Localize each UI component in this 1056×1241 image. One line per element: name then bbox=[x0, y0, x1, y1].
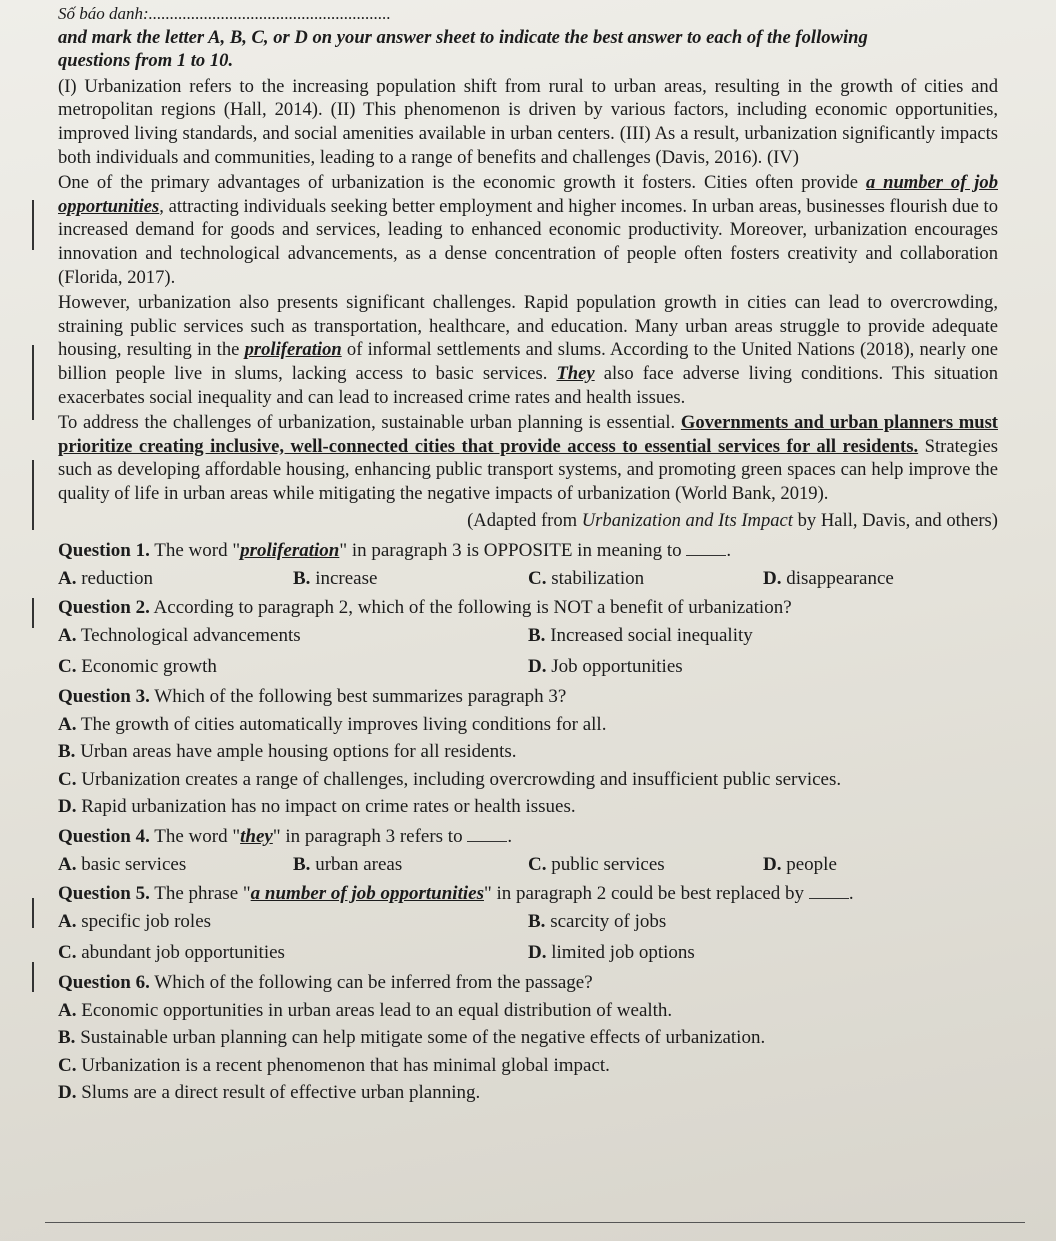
margin-bar bbox=[32, 460, 34, 530]
q1-option-c[interactable]: C. stabilization bbox=[528, 567, 645, 589]
q4-keyword: they bbox=[240, 826, 273, 847]
exam-sheet bbox=[58, 2, 998, 1109]
q3-option-a[interactable]: A. The growth of cities automatically improves living conditions for all. bbox=[58, 713, 607, 735]
q4-option-d[interactable]: D. people bbox=[763, 853, 837, 875]
question-4: Question 4. The word "they" in paragraph 3 refers to . bbox=[58, 826, 513, 847]
question-2: Question 2. According to paragraph 2, which of the following is NOT a benefit of urbanization? bbox=[58, 597, 792, 619]
p2-underlined-phrase: a number of job opportunities bbox=[58, 172, 999, 217]
question-6: Question 6. Which of the following can be inferred from the passage? bbox=[58, 971, 593, 993]
p4-text: To address the challenges of urbanization, sustainable urban planning is essential. bbox=[58, 412, 681, 434]
instruction bbox=[58, 26, 998, 73]
q2-option-a[interactable]: A. Technological advancements bbox=[58, 624, 301, 646]
answer-blank bbox=[686, 555, 726, 556]
question-1: Question 1. The word "proliferation" in paragraph 3 is OPPOSITE in meaning to . bbox=[58, 540, 732, 562]
p3-text-after: also face adverse living conditions. This situation exacerbates social inequality and can lead to increased crime rates and health issues. bbox=[58, 362, 998, 408]
q3-option-c[interactable]: C. Urbanization creates a range of challenges, including overcrowding and insufficient public services. bbox=[58, 768, 842, 790]
source-citation: (Adapted from Urbanization and Its Impact by Hall, Davis, and others) bbox=[467, 510, 998, 532]
q5-option-a[interactable]: A. specific job roles bbox=[58, 910, 212, 932]
q1-option-a[interactable]: A. reduction bbox=[58, 567, 153, 589]
question-5-options bbox=[58, 910, 998, 965]
margin-bar bbox=[32, 962, 34, 992]
q3-option-d[interactable]: D. Rapid urbanization has no impact on crime rates or health issues. bbox=[58, 796, 576, 818]
p3-word-proliferation: proliferation bbox=[244, 339, 342, 361]
q5-option-d[interactable]: D. limited job options bbox=[528, 942, 695, 964]
q6-option-b[interactable]: B. Sustainable urban planning can help mitigate some of the negative effects of urbanization. bbox=[58, 1027, 766, 1049]
p3-word-they: They bbox=[556, 362, 595, 384]
q3-option-b[interactable]: B. Urban areas have ample housing options for all residents. bbox=[58, 741, 517, 763]
question-3: Question 3. Which of the following best summarizes paragraph 3? bbox=[58, 686, 567, 708]
question-4-options bbox=[58, 853, 998, 877]
q1-keyword: proliferation bbox=[240, 540, 340, 562]
q4-option-a[interactable]: A. basic services bbox=[58, 853, 187, 875]
question-5: Question 5. The phrase "a number of job opportunities" in paragraph 2 could be best replaced by . bbox=[58, 883, 854, 905]
p4-text-after: Strategies such as developing affordable housing, enhancing public transport systems, and promoting green spaces can help improve the quality of life in urban areas while mitigating the negative impacts of urbanization (World Bank, 2019). bbox=[58, 435, 998, 504]
q5-option-b[interactable]: B. scarcity of jobs bbox=[528, 910, 667, 932]
q2-option-b[interactable]: B. Increased social inequality bbox=[528, 624, 753, 646]
q5-option-c[interactable]: C. abundant job opportunities bbox=[58, 942, 285, 964]
margin-bar bbox=[32, 345, 34, 420]
paragraph-4 bbox=[58, 411, 998, 505]
q5-keyword: a number of job opportunities bbox=[250, 883, 484, 905]
paragraph-3 bbox=[58, 291, 998, 409]
p2-text-after: , attracting individuals seeking better employment and higher incomes. In urban areas, businesses flourish due to increased demand for goods and services, leading to enhanced economic productivity. Moreover, urbanization encourages innovation and technological advancements, as a dense concentration of people often fosters creativity and collaboration (Florida, 2017). bbox=[58, 195, 998, 288]
instruction-line2: questions from 1 to 10. bbox=[58, 50, 234, 72]
bottom-rule bbox=[45, 1222, 1025, 1223]
p3-text-mid: of informal settlements and slums. According to the United Nations (2018), nearly one billion people live in slums, lacking access to basic services. bbox=[58, 339, 998, 384]
q4-option-b[interactable]: B. urban areas bbox=[293, 853, 403, 875]
q4-option-c[interactable]: C. public services bbox=[528, 853, 665, 875]
margin-bar bbox=[32, 898, 34, 928]
q2-option-c[interactable]: C. Economic growth bbox=[58, 656, 217, 678]
instruction-line1: and mark the letter A, B, C, or D on your answer sheet to indicate the best answer to each of the following bbox=[58, 26, 868, 48]
paragraph-1: (I) Urbanization refers to the increasing population shift from rural to urban areas, resulting in the growth of cities and metropolitan regions (Hall, 2014). (II) This phenomenon is driven by various factors, including economic opportunities, improved living standards, and social amenities available in urban centers. (III) As a result, urbanization significantly impacts both individuals and communities, leading to a range of benefits and challenges (Davis, 2016). (IV) bbox=[58, 75, 998, 168]
q2-option-d[interactable]: D. Job opportunities bbox=[528, 656, 683, 678]
q6-option-d[interactable]: D. Slums are a direct result of effective urban planning. bbox=[58, 1082, 481, 1104]
answer-blank bbox=[809, 898, 849, 899]
p3-text: However, urbanization also presents significant challenges. Rapid population growth in cities can lead to overcrowding, straining public services such as transportation, healthcare, and education. Many urban areas struggle to provide adequate housing, resulting in the bbox=[58, 292, 998, 361]
paragraph-2 bbox=[58, 171, 998, 289]
candidate-number-line: Số báo danh:......................................................... bbox=[58, 4, 391, 23]
q1-option-d[interactable]: D. disappearance bbox=[763, 567, 894, 589]
q6-option-c[interactable]: C. Urbanization is a recent phenomenon that has minimal global impact. bbox=[58, 1054, 610, 1076]
q6-option-a[interactable]: A. Economic opportunities in urban areas lead to an equal distribution of wealth. bbox=[58, 999, 673, 1021]
p2-text: One of the primary advantages of urbanization is the economic growth it fosters. Cities often provide bbox=[58, 172, 866, 194]
p4-underlined-sentence: Governments and urban planners must prioritize creating inclusive, well-connected cities that provide access to essential services for all residents. bbox=[58, 412, 998, 457]
answer-blank bbox=[467, 841, 507, 842]
source-title: Urbanization and Its Impact bbox=[581, 510, 793, 532]
question-1-options bbox=[58, 567, 998, 591]
question-2-options bbox=[58, 624, 998, 679]
margin-bar bbox=[32, 200, 34, 250]
margin-bar bbox=[32, 598, 34, 628]
q1-option-b[interactable]: B. increase bbox=[293, 567, 378, 589]
